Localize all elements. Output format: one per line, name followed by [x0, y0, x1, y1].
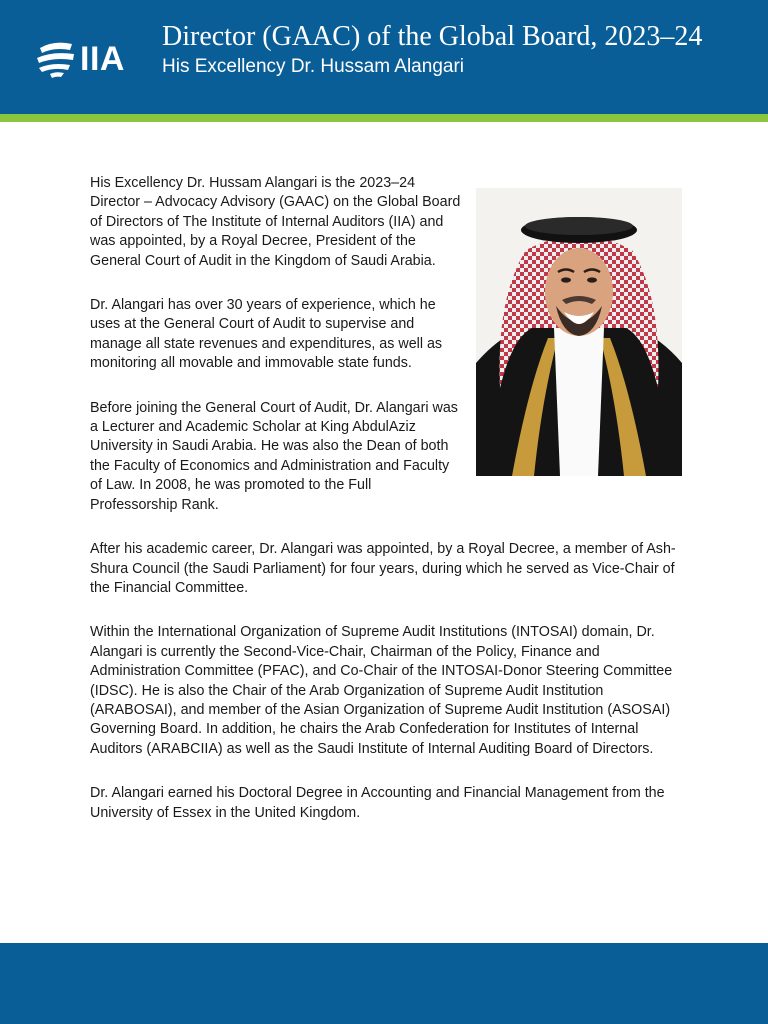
- portrait-photo: [476, 188, 682, 476]
- bio-paragraph-6: Dr. Alangari earned his Doctoral Degree in Accounting and Financial Management from the University of Essex in the United Kingdom.: [90, 785, 665, 821]
- header-banner: [0, 0, 768, 114]
- globe-icon: [36, 38, 80, 80]
- bio-paragraph-2: Dr. Alangari has over 30 years of experience, which he uses at the General Court of Audit to supervise and manage all state revenues and expenditures, as well as monitoring all movable and immovable state funds.: [90, 297, 443, 372]
- accent-stripe: [0, 114, 768, 122]
- bio-paragraph-5: Within the International Organization of Supreme Audit Institutions (INTOSAI) domain, Dr. Alangari is currently the Second-Vice-Chair, Chairman of the Policy, Finance and Administration Committee (PFAC), and Co-Chair of the INTOSAI-Donor Steering Committee (IDSC). He is also the Chair of the Arab Organization of Supreme Audit Institution (ARABOSAI), and member of the Asian Organization of Supreme Audit Institution (ASOSAI) Governing Board. In addition, he chairs the Arab Confederation for Institutes of Internal Auditors (ARABCIIA) as well as the Saudi Institute of Internal Auditing Board of Directors.: [90, 624, 673, 757]
- iia-logo: [36, 38, 136, 80]
- bio-paragraph-3: Before joining the General Court of Audit, Dr. Alangari was a Lecturer and Academic Scholar at King AbdulAziz University in Saudi Arabia. He was also the Dean of both the Faculty of Economics and Administration and Faculty of Law. In 2008, he was promoted to the Full Professorship Rank.: [90, 399, 458, 513]
- footer-band: [0, 943, 768, 1024]
- bio-paragraph-1: His Excellency Dr. Hussam Alangari is the 2023–24 Director – Advocacy Advisory (GAAC) on the Global Board of Directors of The Institute of Internal Auditors (IIA) and was appointed, by a Royal Decree, President of the General Court of Audit in the Kingdom of Saudi Arabia.: [90, 175, 461, 269]
- bio-content: [90, 174, 678, 848]
- logo-text: IIA: [80, 40, 125, 78]
- page-subtitle: His Excellency Dr. Hussam Alangari: [162, 56, 464, 77]
- bio-paragraph-4: After his academic career, Dr. Alangari was appointed, by a Royal Decree, a member of Ash-Shura Council (the Saudi Parliament) for four years, during which he served as Vice-Chair of the Financial Committee.: [90, 541, 676, 596]
- portrait-illustration: [476, 188, 682, 476]
- page-title: Director (GAAC) of the Global Board, 2023–24: [162, 21, 703, 52]
